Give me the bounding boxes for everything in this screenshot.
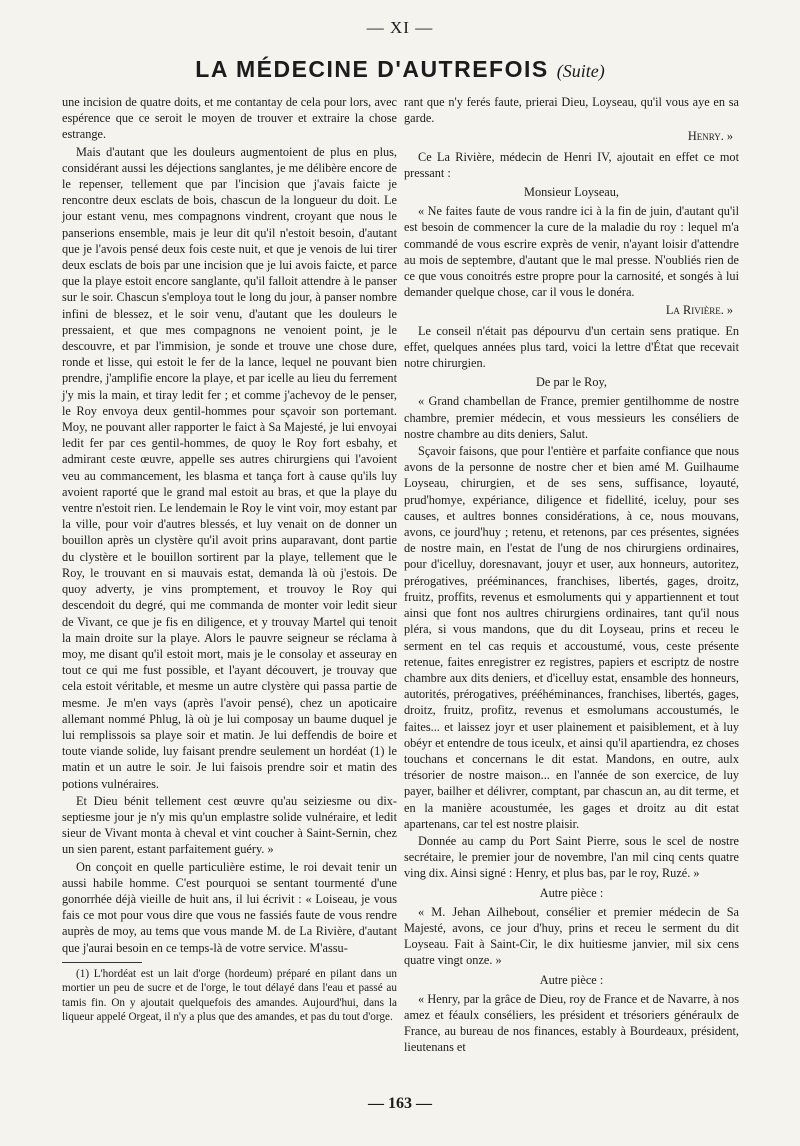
title-subtitle: (Suite)	[556, 61, 605, 81]
section-heading: Autre pièce :	[539, 972, 604, 987]
paragraph: « Henry, par la grâce de Dieu, roy de France et de Navarre, à nos amez et féaulx conséliers, les président et trésoriers généraulx de France, au bureau de nos finances, estably à Bourdeaux, président, lieutenans et	[404, 991, 739, 1055]
page-number-roman: — XI —	[366, 18, 434, 37]
signature: Henry. »	[687, 129, 733, 144]
section-heading: Autre pièce :	[539, 885, 604, 900]
paragraph: Sçavoir faisons, que pour l'entière et parfaite confiance que nous avons de la personne de nostre cher et bien amé M. Guilhaume Loyseau, chirurgien, et de ses sens, suffisance, loyauté, prud'homye, expériance, diligence et fidellité, iceluy, pour ses causes, et aultres bonnes considérations, à ce, nous mouvans, avons, ce jourd'huy ; retenu, et retenons, par ces présentes, signées de nostre main, en l'estat de l'ung de nos chirurgiens ordinaires, pour d'icelluy, doresnavant, jouyr et user, aux honneurs, autoritez, prérogatives, prééminances, franchises, libertés, gages, droitz, fruitz, proffits, revenus et esmoluments qui y appartiennent et tout ainsi que font nos aultres chirurgiens ordinaires, tant qu'il nous pléra, si vous mandons, que du dit Loyseau, prins et receu le serment en tel cas requis et accoustumé, vous, ceste présente retenue, faites enregistrer ez registres, papiers et escriptz de nostre chambre aux dits deniers, et d'icelluy estat, ensamble des honneurs, autorités, prérogatives, prééhéminances, franchises, libertés, gages, droitz, fruitz, profitz, revenus et esmolumans accoustumés, le faites... et laissez joyr et user plainement et paisiblement, et à luy obéyr et entendre de tous iceulx, et ainsi qu'il apartiendra, ez choses touchans et concernans le dit estat. Mandons, en outre, aulx trésorier de nostre maison... en l'année de son exercice, de luy payer, bailher et délivrer, comptant, par chascun an, au dit terme, et en la manière acoustumée, les gages et droitz au dit estat apartenans, car tel est nostre plaisir.	[404, 444, 739, 831]
paragraph: « M. Jehan Ailhebout, consélier et premier médecin de Sa Majesté, avons, ce jour d'huy, prins et receu le serment du dit Loyseau. Fait à Saint-Cir, le dix huitiesme janvier, mil six cens quatre vingt onze. »	[404, 904, 739, 968]
salutation: Monsieur Loyseau,	[524, 185, 619, 200]
paragraph: Ce La Rivière, médecin de Henri IV, ajoutait en effet ce mot pressant :	[404, 149, 739, 180]
footnote-divider	[62, 962, 142, 963]
right-column	[404, 94, 739, 1057]
paragraph: « Ne faites faute de vous randre ici à la fin de juin, d'autant qu'il est besoin de commencer la cure de la maladie du roy : lequel m'a commandé de vous escrire exprès de venir, n'ayant loisir d'attendre au mois de septembre, d'autant que le mal presse. N'oubliés rien de ce que vous conoitrés estre propre pour la carnosité, et songés à lui demander quelque chose, car il vous le donéra.	[404, 204, 739, 300]
footnote: (1) L'hordéat est un lait d'orge (hordeum) préparé en pilant dans un mortier un peu de sucre et de l'orge, le tout délayé dans l'eau et passé au tamis fin. On y ajoutait quelquefois des amandes. Aujourd'hui, dans la liqueur appelé Orgeat, il n'y a plus que des amandes, et pas du tout d'orge.	[62, 967, 397, 1024]
page-number: — 163 —	[368, 1095, 432, 1112]
section-heading: De par le Roy,	[536, 375, 607, 390]
left-column	[62, 94, 397, 1026]
paragraph: Et Dieu bénit tellement cest œuvre qu'au seiziesme ou dix-septiesme jour je n'y mis qu'un emplastre solide vulnéraire, et ledit sieur de Vivant monta à cheval et vint coucher à Saint-Sernin, chez un sien parent, estant parfaitement guéry. »	[62, 793, 397, 857]
page-title	[0, 56, 800, 83]
signature: La Rivière. »	[665, 303, 733, 318]
paragraph: Le conseil n'était pas dépourvu d'un certain sens pratique. En effet, quelques années plus tard, voici la lettre d'État que recevait notre chirurgien.	[404, 323, 739, 371]
paragraph: « Grand chambellan de France, premier gentilhomme de nostre chambre, premier médecin, et vous messieurs les conséliers de nostre chambre au dits deniers, Salut.	[404, 394, 739, 441]
paragraph: On conçoit en quelle particulière estime, le roi devait tenir un aussi habile homme. C'est pourquoi se sentant tourmenté d'une gonorrhée déjà vieille de huit ans, il lui écrivit : « Loiseau, je vous fais ce mot pour vous dire que vous ne fassiés faute de vous rendre auprès de moy, au tems que vous mande M. de La Rivière, d'autant que j'aurai besoin en ce temps-là de votre service. M'assu-	[62, 859, 397, 955]
paragraph: Mais d'autant que les douleurs augmentoient de plus en plus, considérant aussi les déjections sanglantes, je me délibère encore de le repenser, tellement que par l'incision que j'avais faicte je rencontre deux esclats de bois, chascun de la longueur du doit. Le jour estant venu, mes compagnons vindrent, croyant que nous le panserions ensemble, mais je leur dit qu'il n'estoit besoin, d'autant que je l'avois pensé deux fois ceste nuit, et que je venois de lui tirer deux esclats de bois par une incision que je lui avois faicte, et parce que la playe estoit encore sanglante, qu'il falloit attendre à le panser sur le soir. Chascun s'employa tout le long du jour, à panser nombre infini de blessez, et le soir venu, d'autant que les douleurs le pressaient, et que mes compagnons ne venoient point, je le descouvre, et par l'immision, je sonde et trouve une chose dure, ronde et lisse, qui estoit le fer de la lance, lequel ne pouvant bien prendre, j'amplifie encore la playe, et par icelle au lieu du ferrement j'y mis la main, et tiray ledit fer ; et comme j'achevoy de le penser, le Roy envoya deux gentil-hommes pour sçavoir son portemant. Moy, ne pouvant aller rapporter le faict à Sa Majesté, je lui envoyai ledit fer par ces gentil-hommes, de quoy le Roy fort esbahy, et admirant ceste œuvre, appelle ses autres chirurgiens qui l'avoient veu au commancement, les blasma et tança fort à cause qu'ils luy avoient raporté que le grand mal estoit au bras, et que la playe du ventre n'estoit rien. Le lendemain le Roy le vint voir, moy estant par la ville, pour voir d'autres blessés, et luy venait on de donner un bouillon après un clystère qu'il avoit prins auparavant, dont partie du clystère et le bouillon sortirent par la playe, tellement que le Roy, le trouvant en si mauvais estat, demanda là où j'estois. De quoy adverty, je vins promptement, et trouvoy le Roy qui descendoit du degré, qui me commanda de monter voir ledit sieur de Vivant, ce que je fis en diligence, et y trouvay Martel qui tenoit la main droite sur la playe. Alors le pauvre seigneur se réclama à moy, me disant qu'il estoit mort, mais je le consolay et asseuray en tout ce qui me fust possible, et l'ayant découvert, je trouvay que cela estoit véritable, et mesme un autre clystère qui passa partie de mesme. Je m'en vays (après l'avoir pensé), chez un apoticaire allemant nommé Phlug, là où je lui composay un baume duquel je lui remplissois sa playe soir et matin. Je lui deffendis de boire et toute viande solide, luy faisant prendre seulement un hordéat (1) le matin et un autre le soir. Je lui faisois prendre soir et matin des potions vulnéraires.	[62, 144, 398, 791]
paragraph: rant que n'y ferés faute, prierai Dieu, Loyseau, qu'il vous aye en sa garde.	[404, 95, 739, 126]
title-main: LA MÉDECINE D'AUTREFOIS	[195, 56, 549, 82]
paragraph: une incision de quatre doits, et me contantay de cela pour lors, avec espérence que ce seroit le moyen de trouver et extraire la chose estrange.	[62, 95, 397, 142]
paragraph: Donnée au camp du Port Saint Pierre, sous le scel de nostre secrétaire, le premier jour de novembre, l'an mil cinq cents quatre ving dix. Ainsi signé : Henry, et plus bas, par le roy, Ruzé. »	[404, 833, 739, 881]
